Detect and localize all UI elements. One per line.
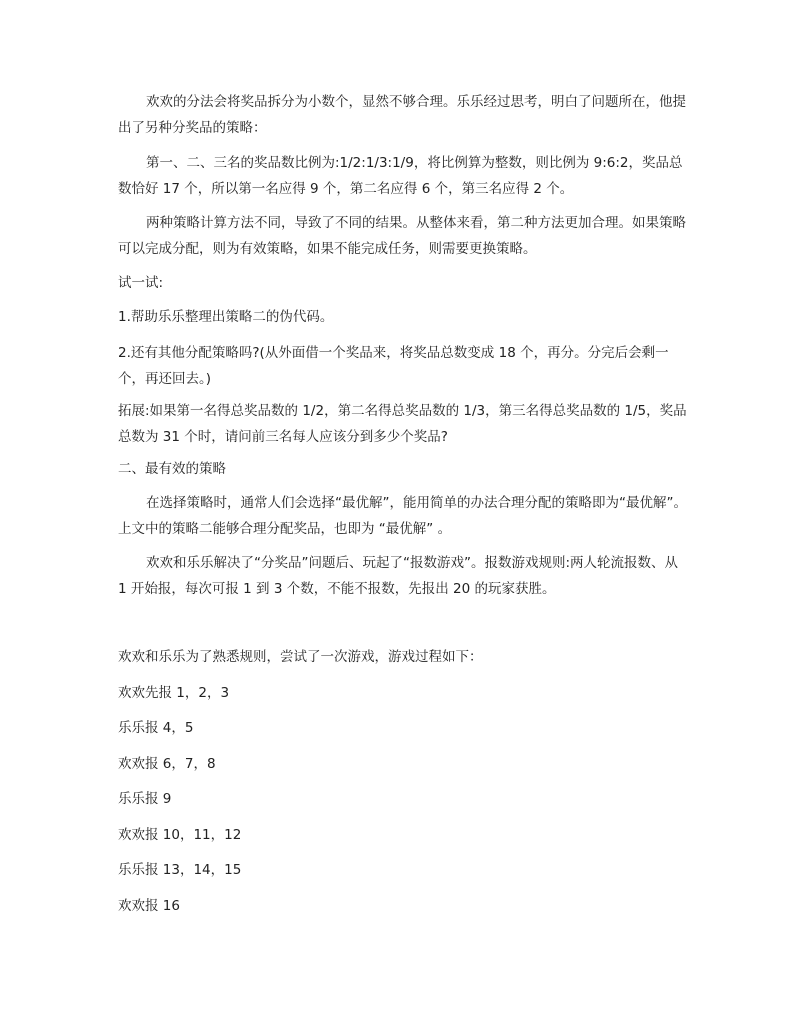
paragraph-task-1: 1.帮助乐乐整理出策略二的伪代码。: [118, 309, 334, 325]
paragraph-game-rules: 欢欢和乐乐解决了“分奖品”问题后、玩起了“报数游戏”。报数游戏规则:两人轮流报数、从 1 开始报，每次可报 1 到 3 个数，不能不报数，先报出 20 的玩家获胜。: [118, 555, 679, 597]
section-heading-best-strategy: 二、最有效的策略: [118, 461, 226, 477]
paragraph-intro: 欢欢的分法会将奖品拆分为小数个，显然不够合理。乐乐经过思考，明白了问题所在，他提出了另种分奖品的策略：: [118, 94, 686, 136]
game-line: 欢欢报 16: [118, 898, 180, 914]
game-line: 乐乐报 4，5: [118, 720, 194, 736]
paragraph-extension: 拓展:如果第一名得总奖品数的 1/2，第二名得总奖品数的 1/3，第三名得总奖品数的 1/5，奖品总数为 31 个时，请问前三名每人应该分到多少个奖品?: [118, 403, 687, 445]
paragraph-optimal-solution: 在选择策略时，通常人们会选择“最优解”，能用简单的办法合理分配的策略即为“最优解”。上文中的策略二能够合理分配奖品，也即为 “最优解” 。: [118, 495, 687, 537]
paragraph-game-intro: 欢欢和乐乐为了熟悉规则，尝试了一次游戏，游戏过程如下：: [118, 649, 483, 665]
game-line: 欢欢报 6，7，8: [118, 756, 216, 772]
game-line: 欢欢报 10，11，12: [118, 827, 242, 843]
game-line: 乐乐报 13，14，15: [118, 862, 242, 878]
paragraph-strategy-two: 第一、二、三名的奖品数比例为:1/2:1/3:1/9，将比例算为整数，则比例为 9:6:2，奖品总数恰好 17 个，所以第一名应得 9 个，第二名应得 6 个，第三名应得 2 个。: [118, 155, 683, 197]
paragraph-task-2: 2.还有其他分配策略吗?(从外面借一个奖品来，将奖品总数变成 18 个，再分。分完后会剩一个，再还回去。): [118, 345, 669, 387]
paragraph-try-heading: 试一试:: [118, 275, 164, 291]
paragraph-comparison: 两种策略计算方法不同，导致了不同的结果。从整体来看，第二种方法更加合理。如果策略可以完成分配，则为有效策略，如果不能完成任务，则需要更换策略。: [118, 215, 686, 257]
game-line: 乐乐报 9: [118, 791, 172, 807]
game-line: 欢欢先报 1，2，3: [118, 685, 230, 701]
